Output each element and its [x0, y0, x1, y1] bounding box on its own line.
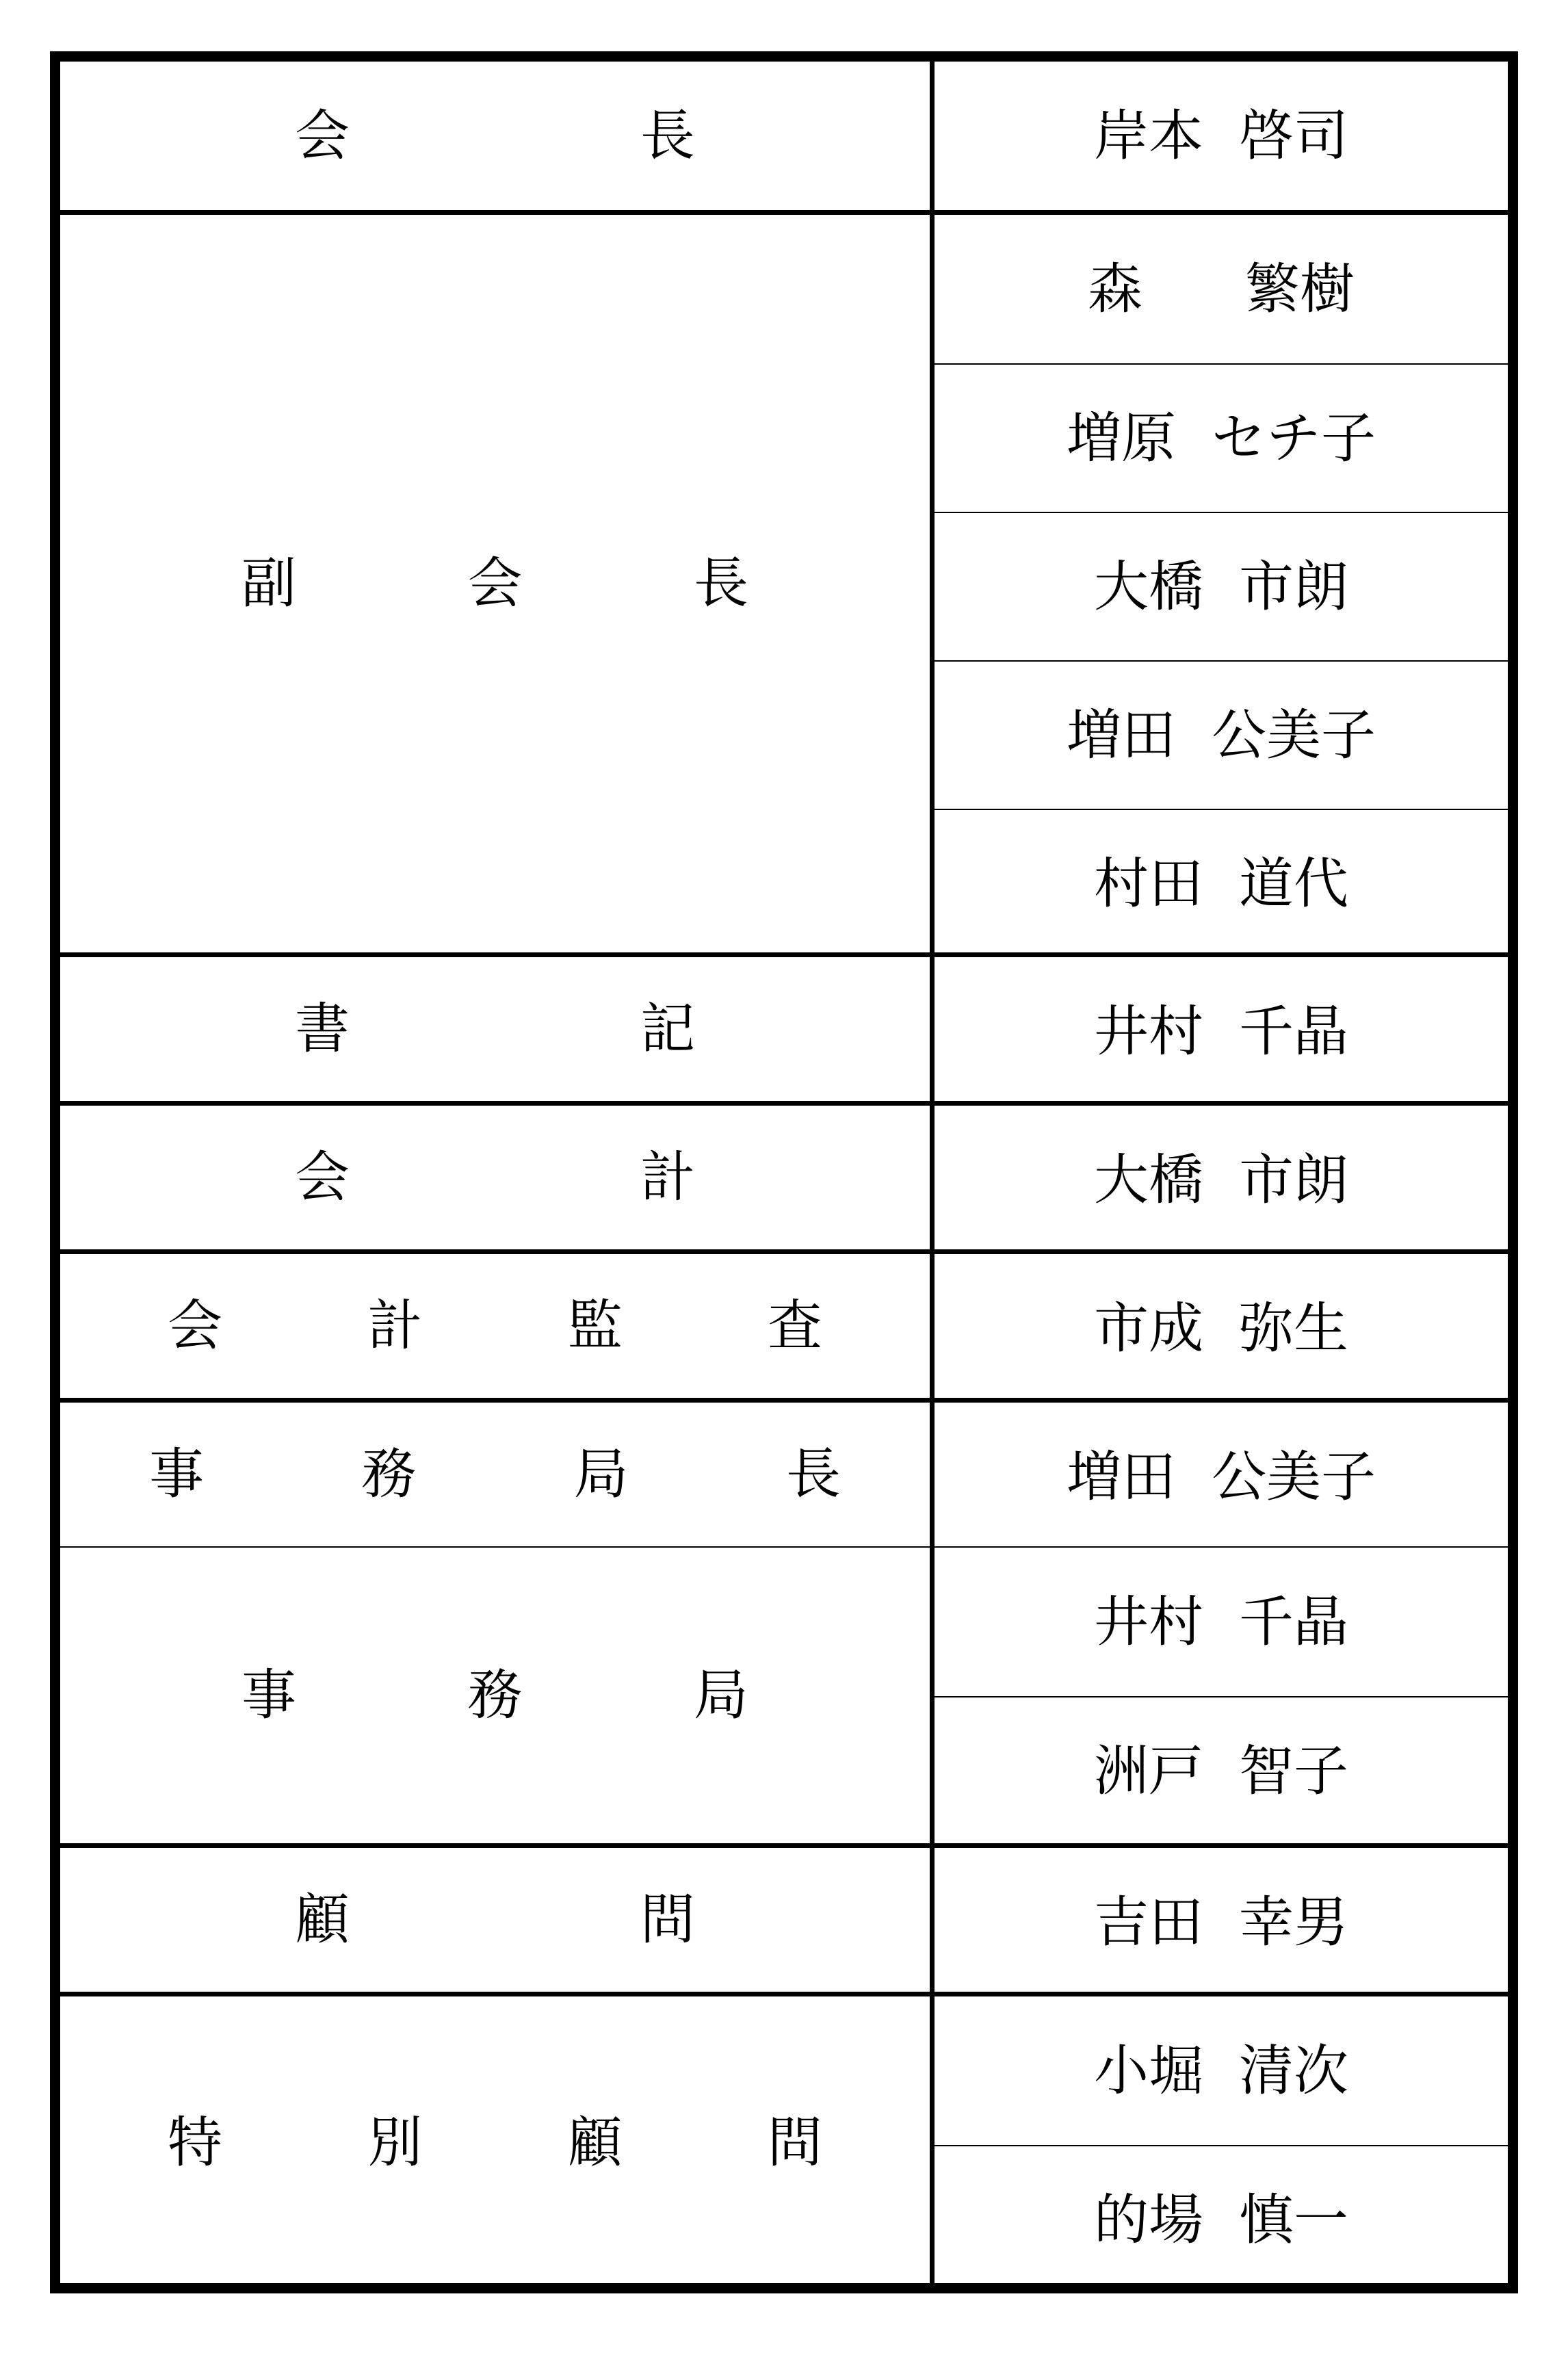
role-char: 事: [241, 1663, 296, 1727]
member-surname: 森: [1088, 257, 1142, 321]
role-char: 会: [295, 1145, 350, 1209]
role-label: [60, 215, 935, 952]
member-name: [935, 660, 1508, 809]
member-name: [935, 1254, 1508, 1403]
role-label: [60, 1848, 935, 1992]
member-given-name: 幸男: [1239, 1890, 1348, 1954]
role-char: 計: [367, 1294, 423, 1357]
roster-row: [60, 1101, 1508, 1249]
member-name: [935, 1548, 1508, 1696]
member-name: [935, 62, 1508, 210]
member-names: [935, 1254, 1508, 1398]
member-name: [935, 512, 1508, 660]
member-name: [935, 1403, 1508, 1551]
role-label: [60, 1403, 935, 1546]
member-name: [935, 1696, 1508, 1845]
member-name: [935, 1848, 1508, 1996]
member-given-name: 清次: [1239, 2038, 1348, 2103]
member-name: [935, 809, 1508, 957]
member-given-name: 公美子: [1212, 1444, 1376, 1509]
role-char: 顧: [567, 2110, 623, 2174]
member-given-name: 市朗: [1239, 554, 1348, 619]
role-label: [60, 1254, 935, 1398]
member-surname: 吉田: [1094, 1890, 1203, 1954]
member-surname: 村田: [1094, 851, 1203, 915]
roster-row: [60, 1546, 1508, 1843]
roster-row: [60, 1249, 1508, 1398]
member-given-name: 智子: [1239, 1739, 1348, 1803]
member-given-name: 公美子: [1212, 703, 1376, 767]
role-char: 長: [785, 1442, 841, 1506]
roster-row: [60, 1992, 1508, 2289]
member-given-name: 啓司: [1239, 103, 1348, 168]
roster-row: [60, 1843, 1508, 1992]
member-names: [935, 1403, 1508, 1546]
member-name: [935, 1106, 1508, 1254]
member-names: [935, 1848, 1508, 1992]
member-surname: 的場: [1094, 2187, 1203, 2252]
roster-row: [60, 210, 1508, 952]
roster-row: [60, 62, 1508, 210]
member-given-name: 道代: [1239, 851, 1348, 915]
member-name: [935, 957, 1508, 1106]
role-char: 記: [640, 997, 695, 1061]
member-surname: 市成: [1094, 1296, 1203, 1360]
member-surname: 増田: [1067, 1444, 1176, 1509]
member-surname: 増原: [1067, 406, 1176, 470]
member-surname: 大橋: [1094, 554, 1203, 619]
member-given-name: 千晶: [1239, 999, 1348, 1063]
member-names: [935, 1106, 1508, 1249]
role-char: 別: [367, 2110, 423, 2174]
role-char: 局: [573, 1442, 629, 1506]
member-surname: 洲戸: [1094, 1739, 1203, 1803]
member-names: [935, 62, 1508, 210]
member-name: [935, 363, 1508, 512]
member-surname: 小堀: [1094, 2038, 1203, 2103]
member-given-name: 慎一: [1239, 2187, 1348, 2252]
role-char: 特: [168, 2110, 222, 2174]
role-char: 査: [767, 1294, 822, 1357]
role-char: 会: [295, 103, 350, 168]
role-char: 長: [694, 551, 748, 615]
member-name: [935, 2145, 1508, 2293]
role-char: 書: [295, 997, 350, 1061]
roster-row: [60, 952, 1508, 1101]
role-label: [60, 62, 935, 210]
role-char: 局: [694, 1663, 748, 1727]
role-label: [60, 1548, 935, 1843]
role-label: [60, 1996, 935, 2289]
role-char: 務: [467, 1663, 523, 1727]
officer-roster-table: [50, 51, 1518, 2293]
role-label: [60, 957, 935, 1101]
roster-row: [60, 1398, 1508, 1546]
role-char: 副: [241, 551, 296, 615]
member-given-name: 繁樹: [1245, 257, 1355, 321]
member-name: [935, 215, 1508, 363]
role-char: 会: [467, 551, 523, 615]
member-given-name: 弥生: [1239, 1296, 1348, 1360]
role-char: 会: [168, 1294, 222, 1357]
member-name: [935, 1996, 1508, 2145]
member-surname: 大橋: [1094, 1147, 1203, 1212]
member-surname: 井村: [1094, 1589, 1203, 1654]
role-char: 務: [361, 1442, 417, 1506]
member-surname: 井村: [1094, 999, 1203, 1063]
role-char: 問: [767, 2110, 822, 2174]
role-char: 長: [640, 103, 695, 168]
role-char: 計: [640, 1145, 695, 1209]
role-label: [60, 1106, 935, 1249]
member-given-name: セチ子: [1212, 406, 1376, 470]
member-names: [935, 957, 1508, 1101]
member-names: [935, 215, 1508, 952]
member-surname: 増田: [1067, 703, 1176, 767]
member-names: [935, 1548, 1508, 1843]
member-names: [935, 1996, 1508, 2289]
member-surname: 岸本: [1094, 103, 1203, 168]
role-char: 事: [149, 1442, 204, 1506]
role-char: 監: [567, 1294, 623, 1357]
role-char: 顧: [295, 1888, 350, 1951]
member-given-name: 市朗: [1239, 1147, 1348, 1212]
role-char: 問: [640, 1888, 695, 1951]
member-given-name: 千晶: [1239, 1589, 1348, 1654]
